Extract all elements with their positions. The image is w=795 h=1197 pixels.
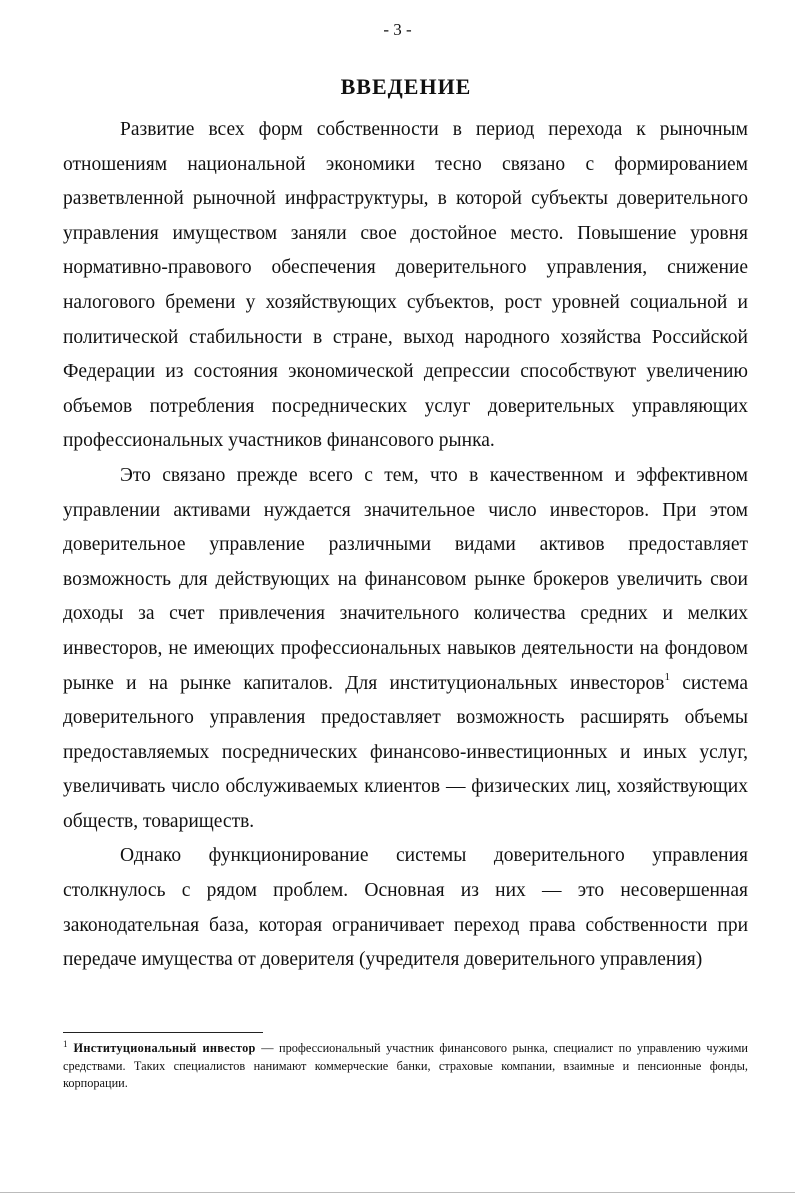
page-number: - 3 - [383, 20, 412, 39]
footnote-term: Институциональный инвестор [73, 1041, 256, 1055]
paragraph-2 [63, 459, 748, 840]
paragraph-1: Развитие всех форм собственности в период перехода к рыночным отношениям национальной экономики тесно связано с формированием разветвленной рыночной инфраструктуры, в которой субъекты доверительного управления имуществом заняли свое достойное место. Повышение уровня нормативно-правового обеспечения доверительного управления, снижение налогового бремени у хозяйствующих субъектов, рост уровней социальной и политической стабильности в стране, выход народного хозяйства Российской Федерации из состояния экономической депрессии способствуют увеличению объемов потребления посреднических услуг доверительных управляющих профессиональных участников финансового рынка. [63, 119, 748, 452]
footnote-reference[interactable]: 1 [664, 670, 670, 683]
paragraph-3: Однако функционирование системы доверительного управления столкнулось с рядом проблем. Основная из них — это несовершенная законодательная база, которая ограничивает переход права собственности при передаче имущества от доверителя (учредителя доверительного управления) [63, 845, 748, 971]
footnote-text: — профессиональный участник финансового рынка, специалист по управлению чужими средствами. Таких специалистов нанимают коммерческие банки, страховые компании, взаимные и пенсионные фонды, корпорации. [63, 1041, 748, 1090]
footnote [63, 1036, 748, 1093]
page-title: ВВЕДЕНИЕ [340, 74, 472, 99]
footnote-divider [63, 1032, 263, 1033]
paragraph-2-part-2: система доверительного управления предоставляет возможность расширять объемы предоставляемых посреднических финансово-инвестиционных и иных услуг, увеличивать число обслуживаемых клиентов — физических лиц, хозяйствующих обществ, товариществ. [63, 672, 748, 832]
footnote-mark: 1 [63, 1039, 68, 1049]
page-bottom-edge [0, 1192, 795, 1193]
paragraph-2-part-1: Это связано прежде всего с тем, что в качественном и эффективном управлении активами нуждается значительное число инвесторов. При этом доверительное управление различными видами активов предоставляет возможность для действующих на финансовом рынке брокеров увеличить свои доходы за счет привлечения значительного количества средних и мелких инвесторов, не имеющих профессиональных навыков деятельности на фондовом рынке и на рынке капиталов. Для институциональных инвесторов [63, 464, 748, 694]
body-text [63, 113, 748, 978]
